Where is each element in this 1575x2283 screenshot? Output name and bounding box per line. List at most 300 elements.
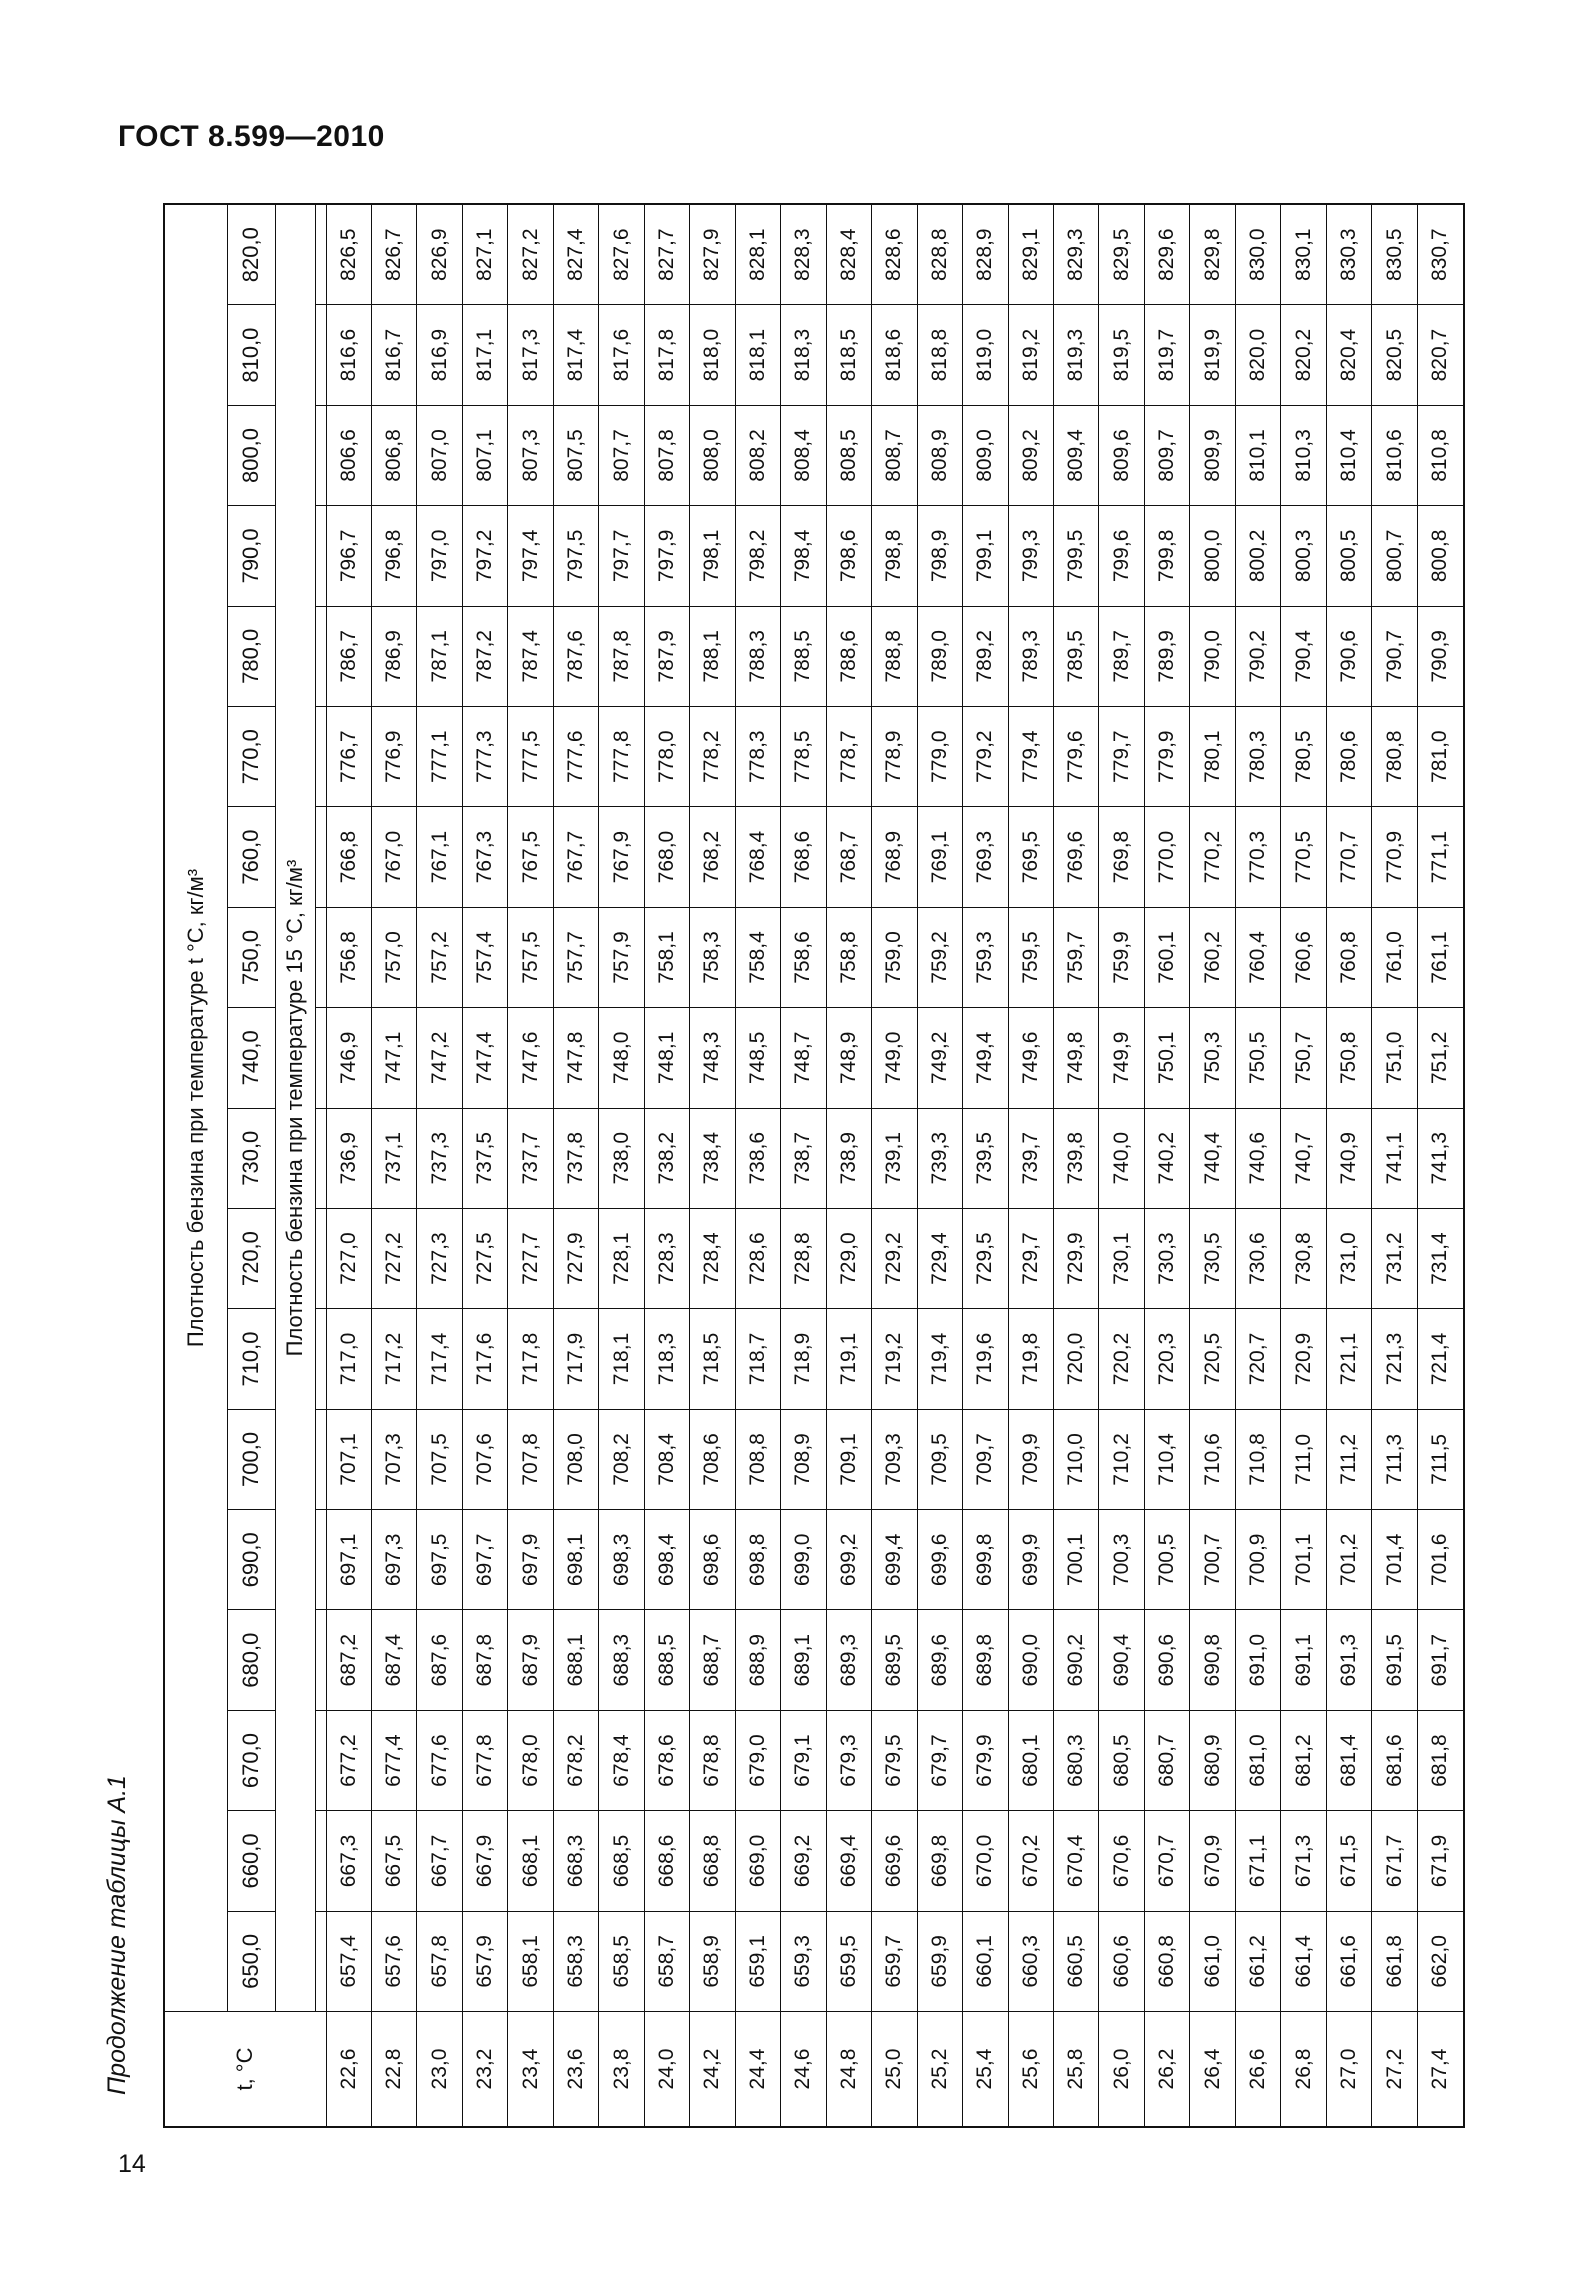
density-cell: 679,0 [735, 1710, 780, 1810]
density-cell: 798,1 [690, 506, 735, 606]
density-cell: 799,5 [1054, 506, 1099, 606]
density-cell: 710,8 [1235, 1409, 1280, 1509]
density-cell: 699,4 [872, 1510, 917, 1610]
temperature-cell: 24,6 [781, 2012, 826, 2127]
density-cell: 709,5 [917, 1409, 962, 1509]
density-cell: 747,6 [508, 1008, 553, 1108]
density-cell: 747,1 [371, 1008, 416, 1108]
density-cell: 699,6 [917, 1510, 962, 1610]
density-at-t-header: Плотность бензина при температуре t °С, кг/м³ [164, 204, 227, 2012]
temperature-cell: 24,4 [735, 2012, 780, 2127]
density-cell: 711,3 [1372, 1409, 1417, 1509]
density-cell: 727,3 [417, 1208, 462, 1308]
density-cell: 688,3 [599, 1610, 644, 1710]
density-cell: 829,3 [1054, 204, 1099, 305]
spacer-cell [315, 305, 326, 405]
density-cell: 828,9 [963, 204, 1008, 305]
temperature-cell: 26,8 [1281, 2012, 1326, 2127]
density-cell: 690,8 [1190, 1610, 1235, 1710]
density-cell: 667,5 [371, 1811, 416, 1911]
density-cell: 779,0 [917, 706, 962, 806]
temperature-cell: 24,8 [826, 2012, 871, 2127]
density-cell: 788,6 [826, 606, 871, 706]
density-cell: 708,8 [735, 1409, 780, 1509]
density-cell: 827,4 [553, 204, 598, 305]
temperature-cell: 25,0 [872, 2012, 917, 2127]
density-cell: 820,5 [1372, 305, 1417, 405]
density-cell: 739,8 [1054, 1108, 1099, 1208]
density-cell: 759,0 [872, 907, 917, 1007]
density-cell: 671,3 [1281, 1811, 1326, 1911]
density-cell: 828,3 [781, 204, 826, 305]
density-cell: 810,4 [1326, 405, 1371, 505]
density-cell: 661,6 [1326, 1911, 1371, 2011]
density-cell: 668,8 [690, 1811, 735, 1911]
density-cell: 738,0 [599, 1108, 644, 1208]
density-cell: 657,4 [326, 1911, 371, 2011]
table-row [963, 204, 1008, 2127]
density-cell: 720,7 [1235, 1309, 1280, 1409]
density-cell: 778,9 [872, 706, 917, 806]
density-cell: 777,5 [508, 706, 553, 806]
density-cell: 700,1 [1054, 1510, 1099, 1610]
table-row [917, 204, 962, 2127]
density-cell: 818,3 [781, 305, 826, 405]
density-cell: 671,1 [1235, 1811, 1280, 1911]
density-cell: 777,8 [599, 706, 644, 806]
density-cell: 808,9 [917, 405, 962, 505]
density-cell: 738,7 [781, 1108, 826, 1208]
density-cell: 761,1 [1417, 907, 1464, 1007]
density-cell: 800,8 [1417, 506, 1464, 606]
density-cell: 671,7 [1372, 1811, 1417, 1911]
density-cell: 757,2 [417, 907, 462, 1007]
density-cell: 719,4 [917, 1309, 962, 1409]
density-cell: 689,8 [963, 1610, 1008, 1710]
density-cell: 749,2 [917, 1008, 962, 1108]
spacer-cell [315, 506, 326, 606]
density-cell: 799,8 [1144, 506, 1189, 606]
density-cell: 779,6 [1054, 706, 1099, 806]
density-cell: 730,6 [1235, 1208, 1280, 1308]
density-cell: 829,1 [1008, 204, 1053, 305]
density-cell: 780,8 [1372, 706, 1417, 806]
density-cell: 777,3 [462, 706, 507, 806]
density-cell: 819,7 [1144, 305, 1189, 405]
density-cell: 756,8 [326, 907, 371, 1007]
density-cell: 700,9 [1235, 1510, 1280, 1610]
density-cell: 779,7 [1099, 706, 1144, 806]
density-cell: 721,1 [1326, 1309, 1371, 1409]
table-row [371, 204, 416, 2127]
density-cell: 707,3 [371, 1409, 416, 1509]
density-cell: 661,2 [1235, 1911, 1280, 2011]
density-cell: 688,7 [690, 1610, 735, 1710]
spacer-cell [315, 204, 326, 305]
density-cell: 717,8 [508, 1309, 553, 1409]
density-cell: 748,5 [735, 1008, 780, 1108]
density-cell: 711,0 [1281, 1409, 1326, 1509]
density-cell: 788,3 [735, 606, 780, 706]
density-cell: 788,5 [781, 606, 826, 706]
density-cell: 691,7 [1417, 1610, 1464, 1710]
density-cell: 758,3 [690, 907, 735, 1007]
density-cell: 779,2 [963, 706, 1008, 806]
density-cell: 739,7 [1008, 1108, 1053, 1208]
density-cell: 751,2 [1417, 1008, 1464, 1108]
temperature-cell: 26,2 [1144, 2012, 1189, 2127]
temperature-cell: 25,6 [1008, 2012, 1053, 2127]
density-cell: 690,2 [1054, 1610, 1099, 1710]
density-cell: 658,7 [644, 1911, 689, 2011]
density-cell: 701,4 [1372, 1510, 1417, 1610]
temperature-cell: 27,0 [1326, 2012, 1371, 2127]
density-cell: 709,9 [1008, 1409, 1053, 1509]
density-cell: 820,0 [1235, 305, 1280, 405]
density-cell: 769,3 [963, 807, 1008, 907]
density-cell: 808,0 [690, 405, 735, 505]
density-cell: 680,5 [1099, 1710, 1144, 1810]
density-cell: 799,3 [1008, 506, 1053, 606]
spacer-cell [315, 1208, 326, 1308]
spacer-cell [315, 1108, 326, 1208]
temperature-cell: 27,2 [1372, 2012, 1417, 2127]
density-cell: 800,2 [1235, 506, 1280, 606]
density-cell: 789,0 [917, 606, 962, 706]
density-cell: 659,9 [917, 1911, 962, 2011]
density-cell: 680,1 [1008, 1710, 1053, 1810]
density-cell: 661,8 [1372, 1911, 1417, 2011]
density-cell: 796,7 [326, 506, 371, 606]
density-cell: 777,6 [553, 706, 598, 806]
density-cell: 787,2 [462, 606, 507, 706]
density-cell: 739,1 [872, 1108, 917, 1208]
density-cell: 778,2 [690, 706, 735, 806]
density-cell: 727,5 [462, 1208, 507, 1308]
spacer-cell [315, 1309, 326, 1409]
density-cell: 729,0 [826, 1208, 871, 1308]
density15-value: 720,0 [227, 1208, 275, 1308]
temperature-cell: 23,6 [553, 2012, 598, 2127]
temperature-cell: 25,4 [963, 2012, 1008, 2127]
density-cell: 669,8 [917, 1811, 962, 1911]
density-cell: 687,8 [462, 1610, 507, 1710]
density-cell: 689,5 [872, 1610, 917, 1710]
density-cell: 670,4 [1054, 1811, 1099, 1911]
density-cell: 808,7 [872, 405, 917, 505]
density15-value: 680,0 [227, 1610, 275, 1710]
density-cell: 827,6 [599, 204, 644, 305]
density-cell: 738,6 [735, 1108, 780, 1208]
density-cell: 778,3 [735, 706, 780, 806]
density-cell: 721,4 [1417, 1309, 1464, 1409]
density-cell: 760,2 [1190, 907, 1235, 1007]
density-cell: 798,4 [781, 506, 826, 606]
density-cell: 720,5 [1190, 1309, 1235, 1409]
density-cell: 797,2 [462, 506, 507, 606]
density-cell: 697,7 [462, 1510, 507, 1610]
density-cell: 707,8 [508, 1409, 553, 1509]
density-cell: 759,2 [917, 907, 962, 1007]
density-cell: 657,9 [462, 1911, 507, 2011]
density-cell: 787,1 [417, 606, 462, 706]
density-cell: 790,6 [1326, 606, 1371, 706]
table-row [1326, 204, 1371, 2127]
density-cell: 749,0 [872, 1008, 917, 1108]
table-row [326, 204, 371, 2127]
density-cell: 750,7 [1281, 1008, 1326, 1108]
density-cell: 748,9 [826, 1008, 871, 1108]
density-cell: 769,8 [1099, 807, 1144, 907]
density-cell: 668,6 [644, 1811, 689, 1911]
density-cell: 718,5 [690, 1309, 735, 1409]
density-cell: 699,8 [963, 1510, 1008, 1610]
density-cell: 728,6 [735, 1208, 780, 1308]
density-cell: 748,3 [690, 1008, 735, 1108]
density-cell: 827,7 [644, 204, 689, 305]
table-row [872, 204, 917, 2127]
density-cell: 776,7 [326, 706, 371, 806]
density15-value: 690,0 [227, 1510, 275, 1610]
density-cell: 757,9 [599, 907, 644, 1007]
density-cell: 830,3 [1326, 204, 1371, 305]
density-cell: 770,5 [1281, 807, 1326, 907]
density-cell: 749,4 [963, 1008, 1008, 1108]
density-cell: 789,9 [1144, 606, 1189, 706]
density-cell: 770,7 [1326, 807, 1371, 907]
temperature-cell: 26,6 [1235, 2012, 1280, 2127]
density-cell: 668,3 [553, 1811, 598, 1911]
density-cell: 768,0 [644, 807, 689, 907]
density15-value: 820,0 [227, 204, 275, 305]
table-row [1008, 204, 1053, 2127]
temperature-cell: 23,0 [417, 2012, 462, 2127]
density-cell: 678,2 [553, 1710, 598, 1810]
spacer-cell [315, 1710, 326, 1810]
density-cell: 749,8 [1054, 1008, 1099, 1108]
density-cell: 707,6 [462, 1409, 507, 1509]
density-cell: 829,5 [1099, 204, 1144, 305]
density-cell: 747,4 [462, 1008, 507, 1108]
table-row [1372, 204, 1417, 2127]
density-cell: 719,6 [963, 1309, 1008, 1409]
density-cell: 739,5 [963, 1108, 1008, 1208]
density-cell: 677,2 [326, 1710, 371, 1810]
density-cell: 701,1 [1281, 1510, 1326, 1610]
density-cell: 820,4 [1326, 305, 1371, 405]
density-cell: 828,4 [826, 204, 871, 305]
density-cell: 807,8 [644, 405, 689, 505]
density-cell: 740,4 [1190, 1108, 1235, 1208]
density-cell: 826,9 [417, 204, 462, 305]
density-cell: 658,9 [690, 1911, 735, 2011]
density-cell: 718,7 [735, 1309, 780, 1409]
density-cell: 818,0 [690, 305, 735, 405]
density-cell: 789,7 [1099, 606, 1144, 706]
density-cell: 731,0 [1326, 1208, 1371, 1308]
density-cell: 787,9 [644, 606, 689, 706]
density-cell: 678,8 [690, 1710, 735, 1810]
density-cell: 769,5 [1008, 807, 1053, 907]
density-cell: 758,8 [826, 907, 871, 1007]
density-cell: 727,2 [371, 1208, 416, 1308]
density-cell: 680,3 [1054, 1710, 1099, 1810]
density-cell: 808,2 [735, 405, 780, 505]
density15-value: 810,0 [227, 305, 275, 405]
density-cell: 809,6 [1099, 405, 1144, 505]
density-cell: 679,5 [872, 1710, 917, 1810]
density-cell: 688,1 [553, 1610, 598, 1710]
table-caption: Продолжение таблицы А.1 [103, 1775, 131, 2095]
density-cell: 778,5 [781, 706, 826, 806]
density-cell: 709,3 [872, 1409, 917, 1509]
density-cell: 759,7 [1054, 907, 1099, 1007]
density-cell: 657,6 [371, 1911, 416, 2011]
density-cell: 817,6 [599, 305, 644, 405]
density-cell: 819,0 [963, 305, 1008, 405]
density-cell: 807,1 [462, 405, 507, 505]
density-cell: 790,9 [1417, 606, 1464, 706]
density-cell: 820,2 [1281, 305, 1326, 405]
density-cell: 669,2 [781, 1811, 826, 1911]
density-cell: 797,9 [644, 506, 689, 606]
density-cell: 717,9 [553, 1309, 598, 1409]
density-cell: 786,9 [371, 606, 416, 706]
density-cell: 728,1 [599, 1208, 644, 1308]
spacer-cell [315, 1811, 326, 1911]
density-cell: 816,9 [417, 305, 462, 405]
density-cell: 660,5 [1054, 1911, 1099, 2011]
density-cell: 768,2 [690, 807, 735, 907]
density-cell: 679,9 [963, 1710, 1008, 1810]
density-cell: 697,9 [508, 1510, 553, 1610]
density-cell: 739,3 [917, 1108, 962, 1208]
density-cell: 797,5 [553, 506, 598, 606]
density-cell: 807,7 [599, 405, 644, 505]
density-cell: 819,5 [1099, 305, 1144, 405]
density15-value: 700,0 [227, 1409, 275, 1509]
density-cell: 660,6 [1099, 1911, 1144, 2011]
density-cell: 787,6 [553, 606, 598, 706]
density-cell: 700,3 [1099, 1510, 1144, 1610]
density-cell: 758,6 [781, 907, 826, 1007]
density15-value: 790,0 [227, 506, 275, 606]
density-cell: 691,1 [1281, 1610, 1326, 1710]
density-cell: 731,2 [1372, 1208, 1417, 1308]
density15-value: 780,0 [227, 606, 275, 706]
density-cell: 826,7 [371, 204, 416, 305]
density-cell: 830,0 [1235, 204, 1280, 305]
density15-value: 730,0 [227, 1108, 275, 1208]
density-cell: 809,7 [1144, 405, 1189, 505]
density-cell: 681,6 [1372, 1710, 1417, 1810]
density-cell: 737,5 [462, 1108, 507, 1208]
density-cell: 707,5 [417, 1409, 462, 1509]
density-cell: 817,1 [462, 305, 507, 405]
spacer-cell [315, 1911, 326, 2011]
density-cell: 767,5 [508, 807, 553, 907]
density-cell: 710,6 [1190, 1409, 1235, 1509]
density-cell: 800,3 [1281, 506, 1326, 606]
density-cell: 667,3 [326, 1811, 371, 1911]
page-number: 14 [118, 2150, 146, 2178]
density-cell: 740,2 [1144, 1108, 1189, 1208]
temperature-cell: 22,6 [326, 2012, 371, 2127]
density-cell: 759,9 [1099, 907, 1144, 1007]
density-cell: 817,8 [644, 305, 689, 405]
density-cell: 708,0 [553, 1409, 598, 1509]
density-cell: 809,0 [963, 405, 1008, 505]
density-cell: 710,2 [1099, 1409, 1144, 1509]
density-cell: 760,8 [1326, 907, 1371, 1007]
density15-value: 800,0 [227, 405, 275, 505]
density-cell: 787,8 [599, 606, 644, 706]
density-cell: 689,1 [781, 1610, 826, 1710]
temperature-cell: 27,4 [1417, 2012, 1464, 2127]
density-cell: 776,9 [371, 706, 416, 806]
density-cell: 697,5 [417, 1510, 462, 1610]
density-cell: 789,2 [963, 606, 1008, 706]
density-cell: 691,3 [1326, 1610, 1371, 1710]
density-cell: 748,0 [599, 1008, 644, 1108]
density-cell: 737,3 [417, 1108, 462, 1208]
density-cell: 667,7 [417, 1811, 462, 1911]
density-cell: 799,6 [1099, 506, 1144, 606]
density-cell: 659,5 [826, 1911, 871, 2011]
temperature-cell: 23,4 [508, 2012, 553, 2127]
density-cell: 728,3 [644, 1208, 689, 1308]
density-cell: 687,9 [508, 1610, 553, 1710]
density-cell: 659,1 [735, 1911, 780, 2011]
density-cell: 708,9 [781, 1409, 826, 1509]
density-cell: 659,7 [872, 1911, 917, 2011]
density-cell: 658,1 [508, 1911, 553, 2011]
temperature-cell: 22,8 [371, 2012, 416, 2127]
temperature-cell: 24,2 [690, 2012, 735, 2127]
table-row [417, 204, 462, 2127]
density-cell: 740,0 [1099, 1108, 1144, 1208]
density-cell: 730,1 [1099, 1208, 1144, 1308]
density-cell: 698,3 [599, 1510, 644, 1610]
density-cell: 817,3 [508, 305, 553, 405]
density-cell: 827,2 [508, 204, 553, 305]
density-cell: 658,5 [599, 1911, 644, 2011]
density-cell: 711,5 [1417, 1409, 1464, 1509]
density-cell: 741,3 [1417, 1108, 1464, 1208]
density-cell: 799,1 [963, 506, 1008, 606]
density-cell: 708,4 [644, 1409, 689, 1509]
density15-value: 750,0 [227, 907, 275, 1007]
density-cell: 807,3 [508, 405, 553, 505]
density-cell: 798,8 [872, 506, 917, 606]
density-cell: 766,8 [326, 807, 371, 907]
density-cell: 830,1 [1281, 204, 1326, 305]
density-cell: 780,1 [1190, 706, 1235, 806]
density-cell: 800,7 [1372, 506, 1417, 606]
density-cell: 670,0 [963, 1811, 1008, 1911]
density-cell: 687,4 [371, 1610, 416, 1710]
density-cell: 758,4 [735, 907, 780, 1007]
density-cell: 761,0 [1372, 907, 1417, 1007]
density-cell: 808,4 [781, 405, 826, 505]
density15-value: 770,0 [227, 706, 275, 806]
density-cell: 760,1 [1144, 907, 1189, 1007]
density-cell: 720,9 [1281, 1309, 1326, 1409]
density-cell: 770,9 [1372, 807, 1417, 907]
density-cell: 740,6 [1235, 1108, 1280, 1208]
temperature-cell: 25,2 [917, 2012, 962, 2127]
density-cell: 698,4 [644, 1510, 689, 1610]
